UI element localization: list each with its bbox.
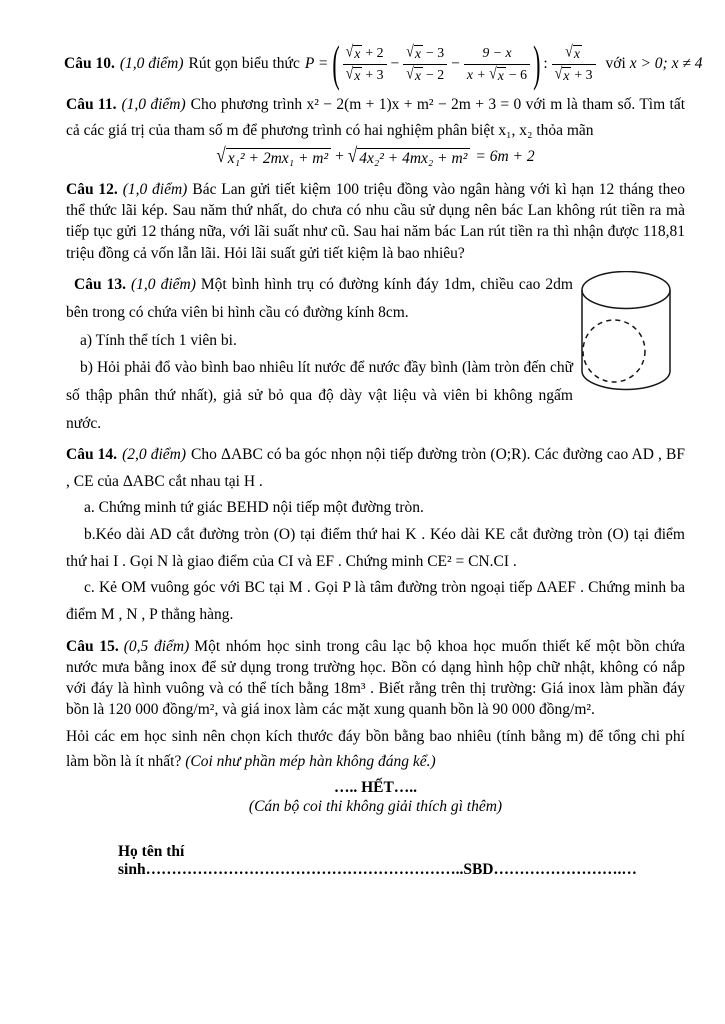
num-text: 9 − x <box>482 45 512 61</box>
numerator <box>552 44 596 65</box>
question-11-text <box>66 92 685 143</box>
sqrt-symbol: √ <box>554 64 563 82</box>
question-14-label: Câu 14. <box>66 446 118 464</box>
question-15-points: (0,5 điểm) <box>123 637 190 655</box>
exam-footer <box>66 779 685 818</box>
den-tail: + 3 <box>574 67 593 82</box>
question-12-text <box>66 179 685 264</box>
question-12-label: Câu 12. <box>66 180 118 198</box>
condition-math: x > 0; x ≠ 4 <box>629 55 703 72</box>
divide-colon: : <box>543 55 548 72</box>
radicand: x <box>354 46 361 62</box>
question-13-points: (1,0 điểm) <box>130 275 196 293</box>
formula-lhs: P = <box>304 55 329 72</box>
question-14-points: (2,0 điểm) <box>122 446 187 464</box>
question-15-note: (Coi như phần mép hàn không đáng kể.) <box>185 753 436 771</box>
radicand: x <box>497 67 504 83</box>
question-14-body: Cho ΔABC có ba góc nhọn nội tiếp đường tròn (O;R). Các đường cao AD , BF , CE của ΔABC cắt nhau tại H . <box>66 446 685 490</box>
equation-cau11 <box>66 144 685 169</box>
sqrt-symbol: √ <box>345 42 354 60</box>
sqrt-symbol: √ <box>565 42 573 60</box>
question-10-intro: Rút gọn biểu thức <box>188 55 300 72</box>
minus-operator: − <box>451 55 460 72</box>
end-marker: ….. HẾT….. <box>333 779 418 797</box>
question-15-label: Câu 15. <box>66 637 119 655</box>
cylinder-icon <box>579 271 675 393</box>
condition-word: với <box>605 55 626 72</box>
right-paren: ) <box>533 34 541 91</box>
question-15-question <box>66 724 685 775</box>
question-12-points: (1,0 điểm) <box>122 180 188 198</box>
left-paren: ( <box>332 34 340 91</box>
den-tail: − 2 <box>425 67 445 82</box>
question-15 <box>66 636 685 775</box>
den-tail: + 3 <box>365 67 384 82</box>
question-13-label: Câu 13. <box>74 275 126 293</box>
num-tail: − 3 <box>425 45 445 61</box>
question-11-points: (1,0 điểm) <box>121 96 186 113</box>
den-pre: x + <box>466 66 486 82</box>
question-15-text <box>66 636 685 721</box>
equation-rhs: = 6m + 2 <box>475 148 535 166</box>
question-15-body: Một nhóm học sinh trong câu lạc bộ khoa học muốn thiết kế một bồn chứa nước mưa bằng inox để sử dụng trong trường học. Bồn có dạng hình hộp chữ nhật, không có nắp với đáy là hình vuông và có thể tích bằng 18m³ . Biết rằng trên thị trường: Giá inox làm phần đáy bồn là 120 000 đồng/m², và giá inox làm các mặt xung quanh bồn là 90 000 đồng/m². <box>66 637 685 719</box>
question-10 <box>64 34 703 92</box>
fraction-1 <box>343 44 387 84</box>
question-13 <box>66 271 685 438</box>
proctor-note: (Cán bộ coi thi không giải thích gì thêm) <box>248 798 503 816</box>
sqrt-symbol: √ <box>347 144 358 168</box>
question-11 <box>66 92 685 170</box>
num-tail: + 2 <box>365 45 384 61</box>
question-11-body: Cho phương trình x² − 2(m + 1)x + m² − 2m + 3 = 0 với m là tham số. Tìm tất cả các giá trị của tham số m để phương trình có hai nghiệm phân biệt x₁, x₂ thỏa mãn <box>66 96 686 139</box>
fraction-2 <box>403 44 447 84</box>
plus-operator: + <box>335 148 344 166</box>
question-13-body: Một bình hình trụ có đường kính đáy 1dm, chiều cao 2dm bên trong có chứa viên bi hình cầu có đường kính 8cm. <box>66 275 573 321</box>
fraction-3 <box>464 44 530 83</box>
question-10-label: Câu 10. <box>64 55 115 72</box>
question-13-item-b: b) Hỏi phải đổ vào bình bao nhiêu lít nước để nước đầy bình (làm tròn đến chữ số thập phân thứ nhất), giả sử bỏ qua độ dày vật liệu và viên bi không ngấm nước. <box>66 359 573 433</box>
sqrt-symbol: √ <box>406 64 414 82</box>
question-12-body: Bác Lan gửi tiết kiệm 100 triệu đồng vào ngân hàng với kì hạn 12 tháng theo thể thức lãi kép. Sau năm thứ nhất, do chưa có nhu cầu sử dụng nên bác Lan không rút tiền ra mà tiếp tục gửi 12 tháng nữa, với lãi suất như cũ. Sau hai năm bác Lan rút tiền ra thì nhận được 118,81 triệu đồng cả vốn lẫn lãi. Hỏi lãi suất gửi tiết kiệm là bao nhiêu? <box>66 180 685 262</box>
sqrt-symbol: √ <box>345 64 354 82</box>
question-12 <box>66 179 685 264</box>
question-14-item-a: a. Chứng minh tứ giác BEHD nội tiếp một đường tròn. <box>84 499 424 517</box>
denominator <box>464 65 530 84</box>
denominator <box>343 65 387 84</box>
question-13-item-a: a) Tính thể tích 1 viên bi. <box>80 331 237 349</box>
question-14-item-b: b.Kéo dài AD cắt đường tròn (O) tại điểm thứ hai K . Kéo dài KE cắt đường tròn (O) tại điểm thứ hai I . Gọi N là giao điểm của CI và EF . Chứng minh CE² = CN.CI . <box>66 526 685 570</box>
denominator <box>552 65 596 84</box>
question-10-points: (1,0 điểm) <box>119 55 184 72</box>
question-14 <box>66 442 685 629</box>
radicand: x <box>563 68 570 83</box>
cylinder-figure <box>579 271 683 393</box>
question-14-item-c: c. Kẻ OM vuông góc với BC tại M . Gọi P là tâm đường tròn ngoại tiếp ΔAEF . Chứng minh ba điểm M , N , P thẳng hàng. <box>66 579 685 624</box>
denominator <box>403 65 447 84</box>
numerator <box>343 44 387 65</box>
den-tail: − 6 <box>508 66 528 82</box>
numerator <box>403 44 447 65</box>
radicand-2: 4x₂² + 4mx₂ + m² <box>357 148 470 169</box>
domain-condition <box>606 55 703 73</box>
sqrt-symbol: √ <box>216 144 226 168</box>
sqrt-symbol: √ <box>489 63 497 82</box>
fraction-4 <box>552 44 596 84</box>
candidate-name-line: Họ tên thí sinh……………………………………………………..SBD…………………….… <box>118 842 637 878</box>
question-15-question-text: Hỏi các em học sinh nên chọn kích thước đáy bồn bằng bao nhiêu (tính bằng m) để tổng chi phí làm bồn là ít nhất? <box>66 727 685 771</box>
radicand-1: x₁² + 2mx₁ + m² <box>226 148 331 169</box>
question-14-text <box>66 442 685 495</box>
radicand: x <box>573 46 580 62</box>
numerator <box>464 44 530 65</box>
sqrt-symbol: √ <box>406 42 414 60</box>
minus-operator: − <box>390 55 400 72</box>
radicand: x <box>354 68 361 83</box>
radicand: x <box>414 46 421 62</box>
radicand: x <box>414 68 421 83</box>
question-11-label: Câu 11. <box>66 96 117 113</box>
